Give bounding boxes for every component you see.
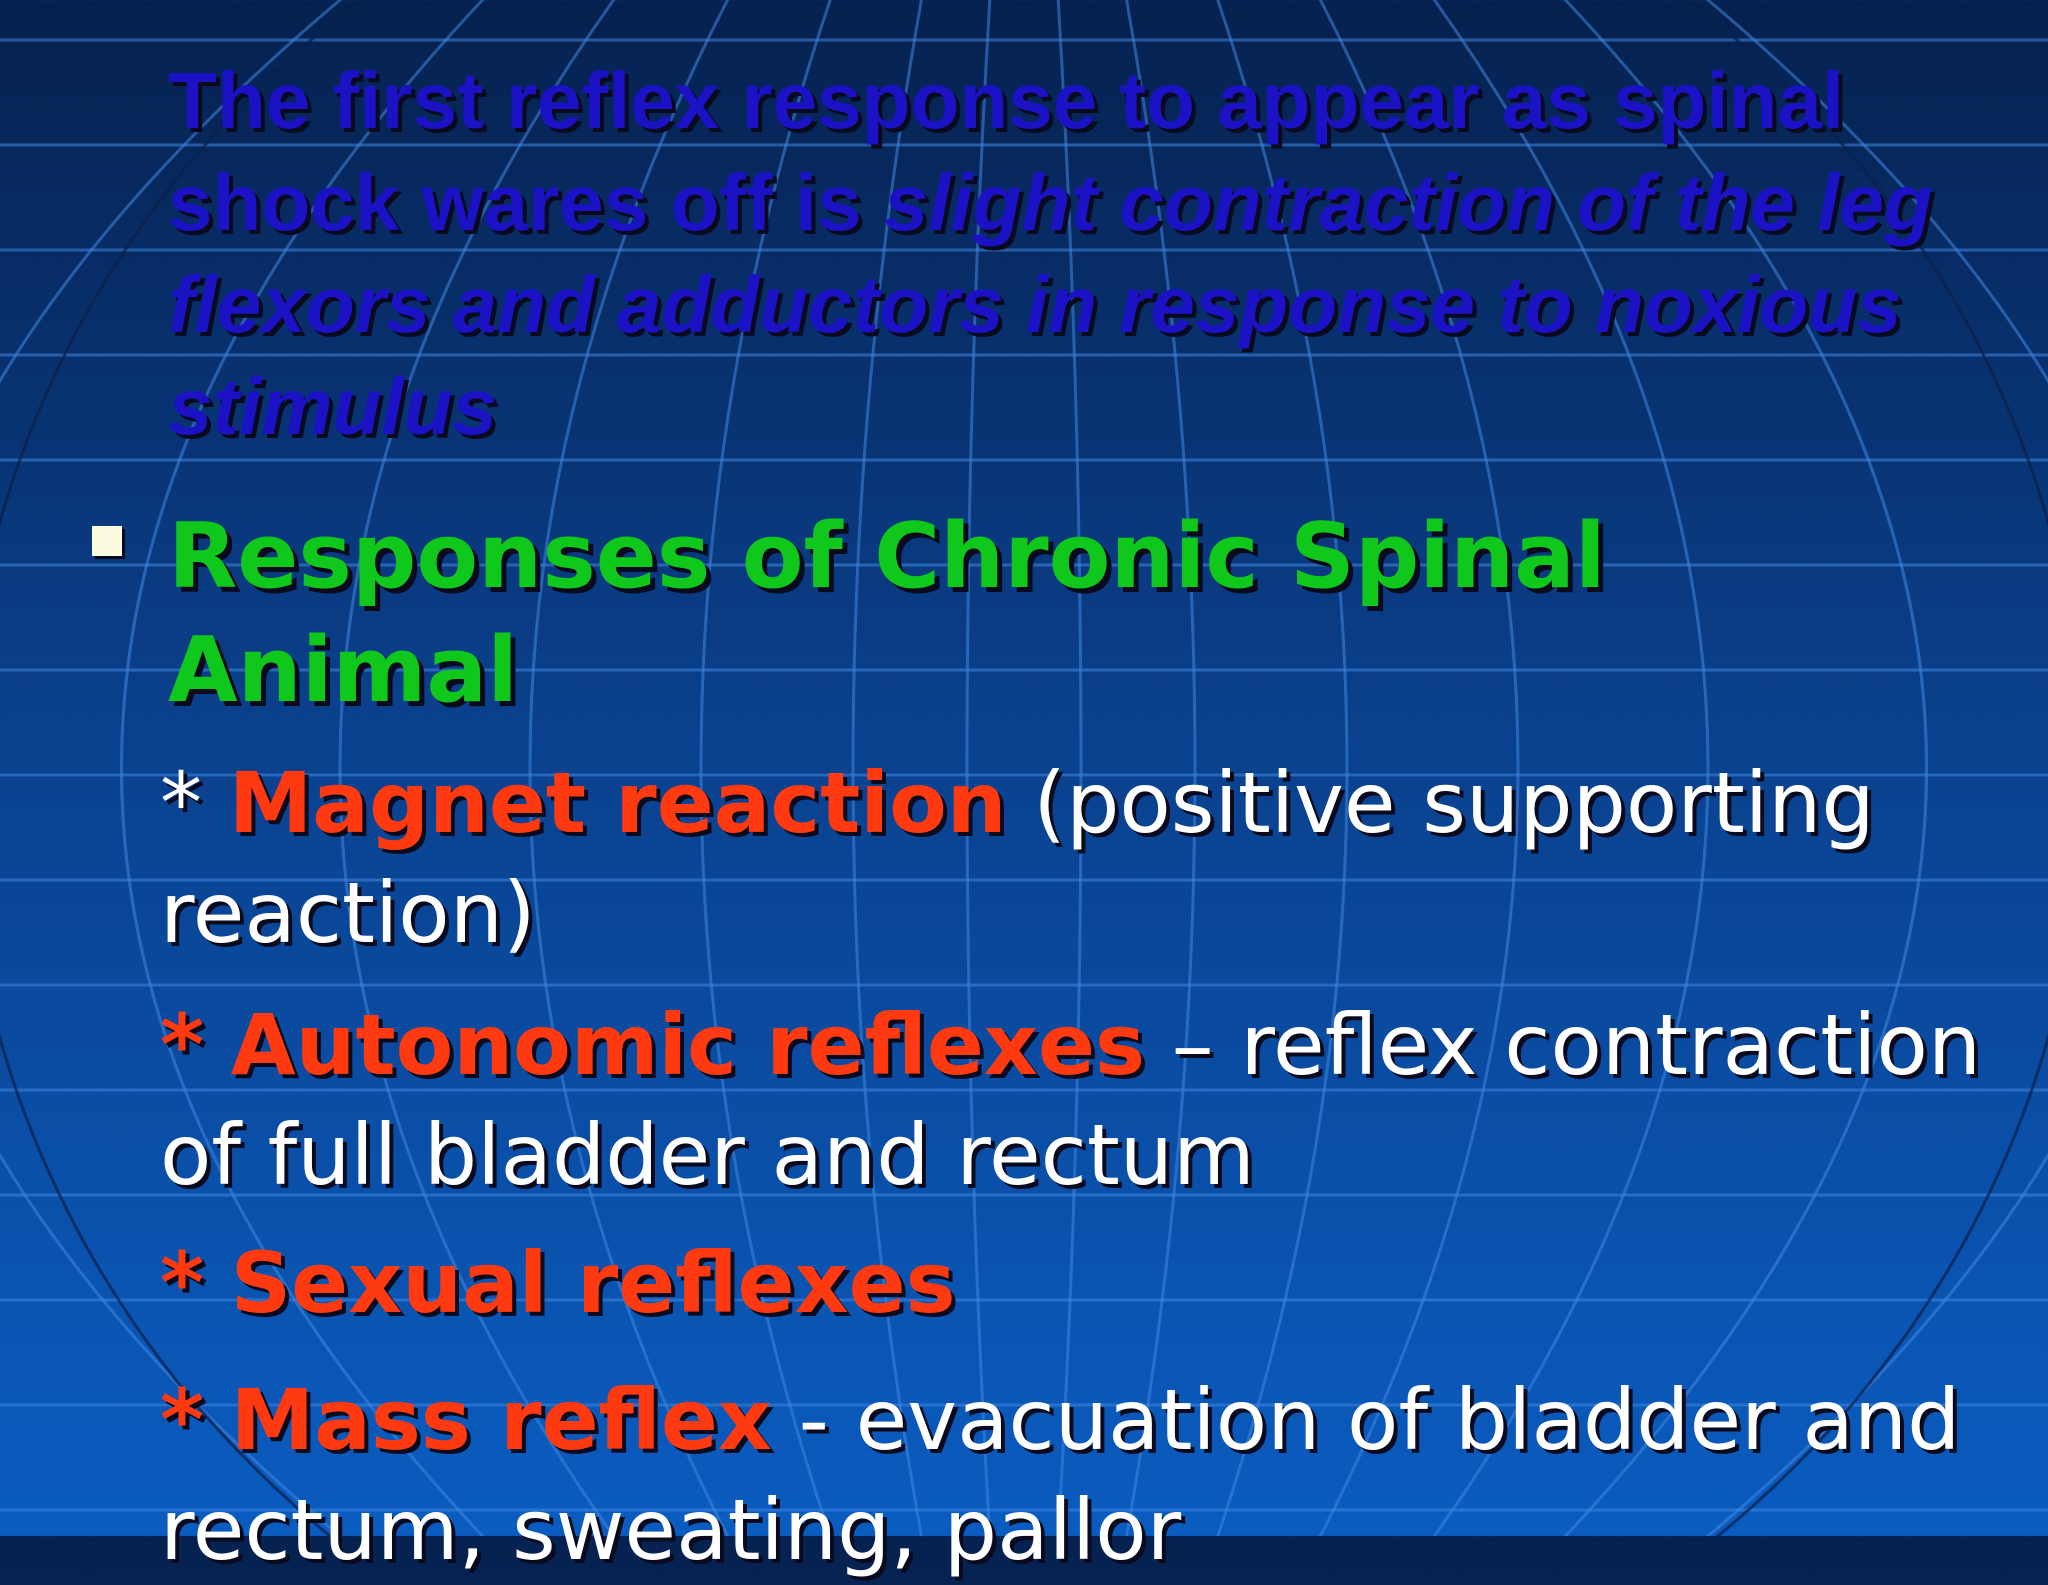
item-term: Mass reflex [230,1371,772,1469]
asterisk-marker: * [160,1371,204,1469]
item-description: (positive supporting reaction) [160,754,1875,962]
item-term: Magnet reaction [228,754,1007,852]
item-term: Sexual reflexes [230,1234,956,1332]
list-item-mass-reflex [160,1365,2000,1585]
asterisk-marker: * [160,996,204,1094]
asterisk-marker: * [160,754,202,852]
item-description: - evacuation of bladder and rectum, sweating, pallor [160,1371,1961,1579]
list-item-autonomic-reflexes [160,990,2000,1210]
item-description: – reflex contraction of full bladder and rectum [160,996,1982,1204]
square-bullet-icon [92,526,122,556]
section-heading: Responses of Chronic Spinal Animal [168,504,1606,723]
list-item-sexual-reflexes [160,1228,2000,1338]
item-term: Autonomic reflexes [230,996,1145,1094]
intro-plain-text: The first reflex response to appear as spinal shock wares off is [168,56,1845,247]
intro-italic-text: slight contraction of the leg flexors and adductors in response to noxious stimulus [168,158,1933,451]
asterisk-marker: * [160,1234,204,1332]
list-item-magnet-reaction [160,748,2000,968]
intro-paragraph [168,50,2008,458]
